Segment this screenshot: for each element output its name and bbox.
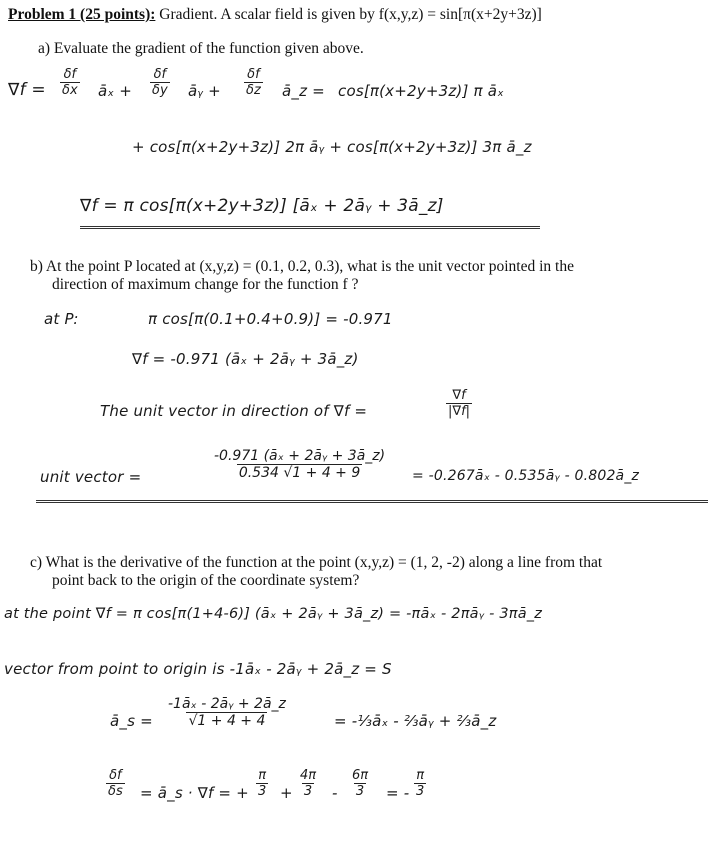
grad-lhs: ∇f =: [8, 80, 46, 100]
unit-direction-text: The unit vector in direction of ∇f =: [100, 402, 368, 420]
ax-term: āₓ +: [98, 82, 132, 100]
answer-underline-a: [80, 226, 540, 229]
answer-underline-b: [36, 500, 708, 503]
grad-answer: ∇f = π cos[π(x+2y+3z)] [āₓ + 2āᵧ + 3ā_z]: [80, 196, 444, 216]
term3-op: = -: [386, 784, 410, 802]
df-numerator-3: δf: [247, 67, 260, 82]
problem-statement: Gradient. A scalar field is given by f(x,y,z) = sin[π(x+2y+3z)]: [155, 6, 542, 23]
df-numerator-2: δf: [153, 67, 167, 82]
problem-header: [8, 6, 542, 24]
term4-num: π: [416, 768, 425, 783]
term1-num: π: [258, 768, 267, 783]
deriv-fraction: [106, 768, 125, 799]
term2-den: 3: [303, 784, 313, 799]
as-fraction: [166, 696, 288, 729]
term3-num: 6π: [352, 768, 369, 783]
term4-den: 3: [416, 784, 425, 799]
part-b-question-line2: direction of maximum change for the function f ?: [52, 276, 359, 293]
term1-fraction: [256, 768, 268, 799]
dx-denominator: δx: [62, 83, 78, 98]
part-c-question-line2: point back to the origin of the coordinate system?: [52, 572, 360, 589]
as-lhs: ā_s =: [110, 712, 153, 730]
term2-op: -: [332, 784, 338, 802]
dy-denominator: δy: [152, 83, 168, 98]
unit-vector-label: unit vector =: [40, 468, 142, 486]
df-dx-fraction: [60, 67, 80, 98]
at-point-line: at the point ∇f = π cos[π(1+4-6)] (āₓ + 2āᵧ + 3ā_z) = -πāₓ - 2πāᵧ - 3πā_z: [4, 606, 543, 622]
deriv-den: δs: [108, 784, 123, 799]
part-b-question-line1: b) At the point P located at (x,y,z) = (0.1, 0.2, 0.3), what is the unit vector pointed in the: [30, 258, 574, 275]
as-den: √1 + 4 + 4: [188, 713, 266, 729]
unit-direction-fraction: [446, 388, 472, 419]
as-num: -1āₓ - 2āᵧ + 2ā_z: [168, 696, 286, 712]
df-numerator: δf: [63, 67, 77, 82]
part-c-question-line1: c) What is the derivative of the function at the point (x,y,z) = (1, 2, -2) along a line from that: [30, 554, 603, 571]
unit-vector-result: = -0.267āₓ - 0.535āᵧ - 0.802ā_z: [412, 468, 640, 484]
df-dy-fraction: [150, 67, 170, 98]
unit-vector-fraction: [212, 448, 387, 481]
vector-from-point-line: vector from point to origin is -1āₓ - 2āᵧ + 2ā_z = S: [4, 660, 392, 678]
df-dz-fraction: [244, 67, 263, 98]
deriv-mid: = ā_s · ∇f = +: [140, 784, 249, 802]
dz-denominator: δz: [246, 83, 261, 98]
term2-fraction: [298, 768, 318, 799]
grad-at-p: ∇f = -0.971 (āₓ + 2āᵧ + 3ā_z): [132, 350, 359, 368]
at-p-value: π cos[π(0.1+0.4+0.9)] = -0.971: [148, 310, 393, 328]
az-term: ā_z =: [282, 82, 325, 100]
ay-term: āᵧ +: [188, 82, 221, 100]
part-a-question: a) Evaluate the gradient of the function given above.: [38, 40, 364, 57]
grad-line2: + cos[π(x+2y+3z)] 2π āᵧ + cos[π(x+2y+3z)] 3π ā_z: [132, 138, 532, 156]
unit-vector-num: -0.971 (āₓ + 2āᵧ + 3ā_z): [214, 448, 386, 464]
term3-den: 3: [355, 784, 365, 799]
unit-vector-den: 0.534 √1 + 4 + 9: [238, 465, 361, 481]
term3-fraction: [350, 768, 370, 799]
term1-den: 3: [258, 784, 267, 799]
at-p-label: at P:: [44, 310, 79, 328]
term4-fraction: [414, 768, 426, 799]
term2-num: 4π: [300, 768, 317, 783]
as-result: = -⅓āₓ - ⅔āᵧ + ⅔ā_z: [334, 712, 497, 730]
unit-direction-den: |∇f|: [448, 404, 471, 419]
term1-op: +: [280, 784, 293, 802]
grad-rhs-line1: cos[π(x+2y+3z)] π āₓ: [338, 82, 504, 100]
unit-direction-num: ∇f: [452, 388, 466, 403]
deriv-num: δf: [109, 768, 122, 783]
problem-label: Problem 1 (25 points):: [8, 6, 156, 23]
